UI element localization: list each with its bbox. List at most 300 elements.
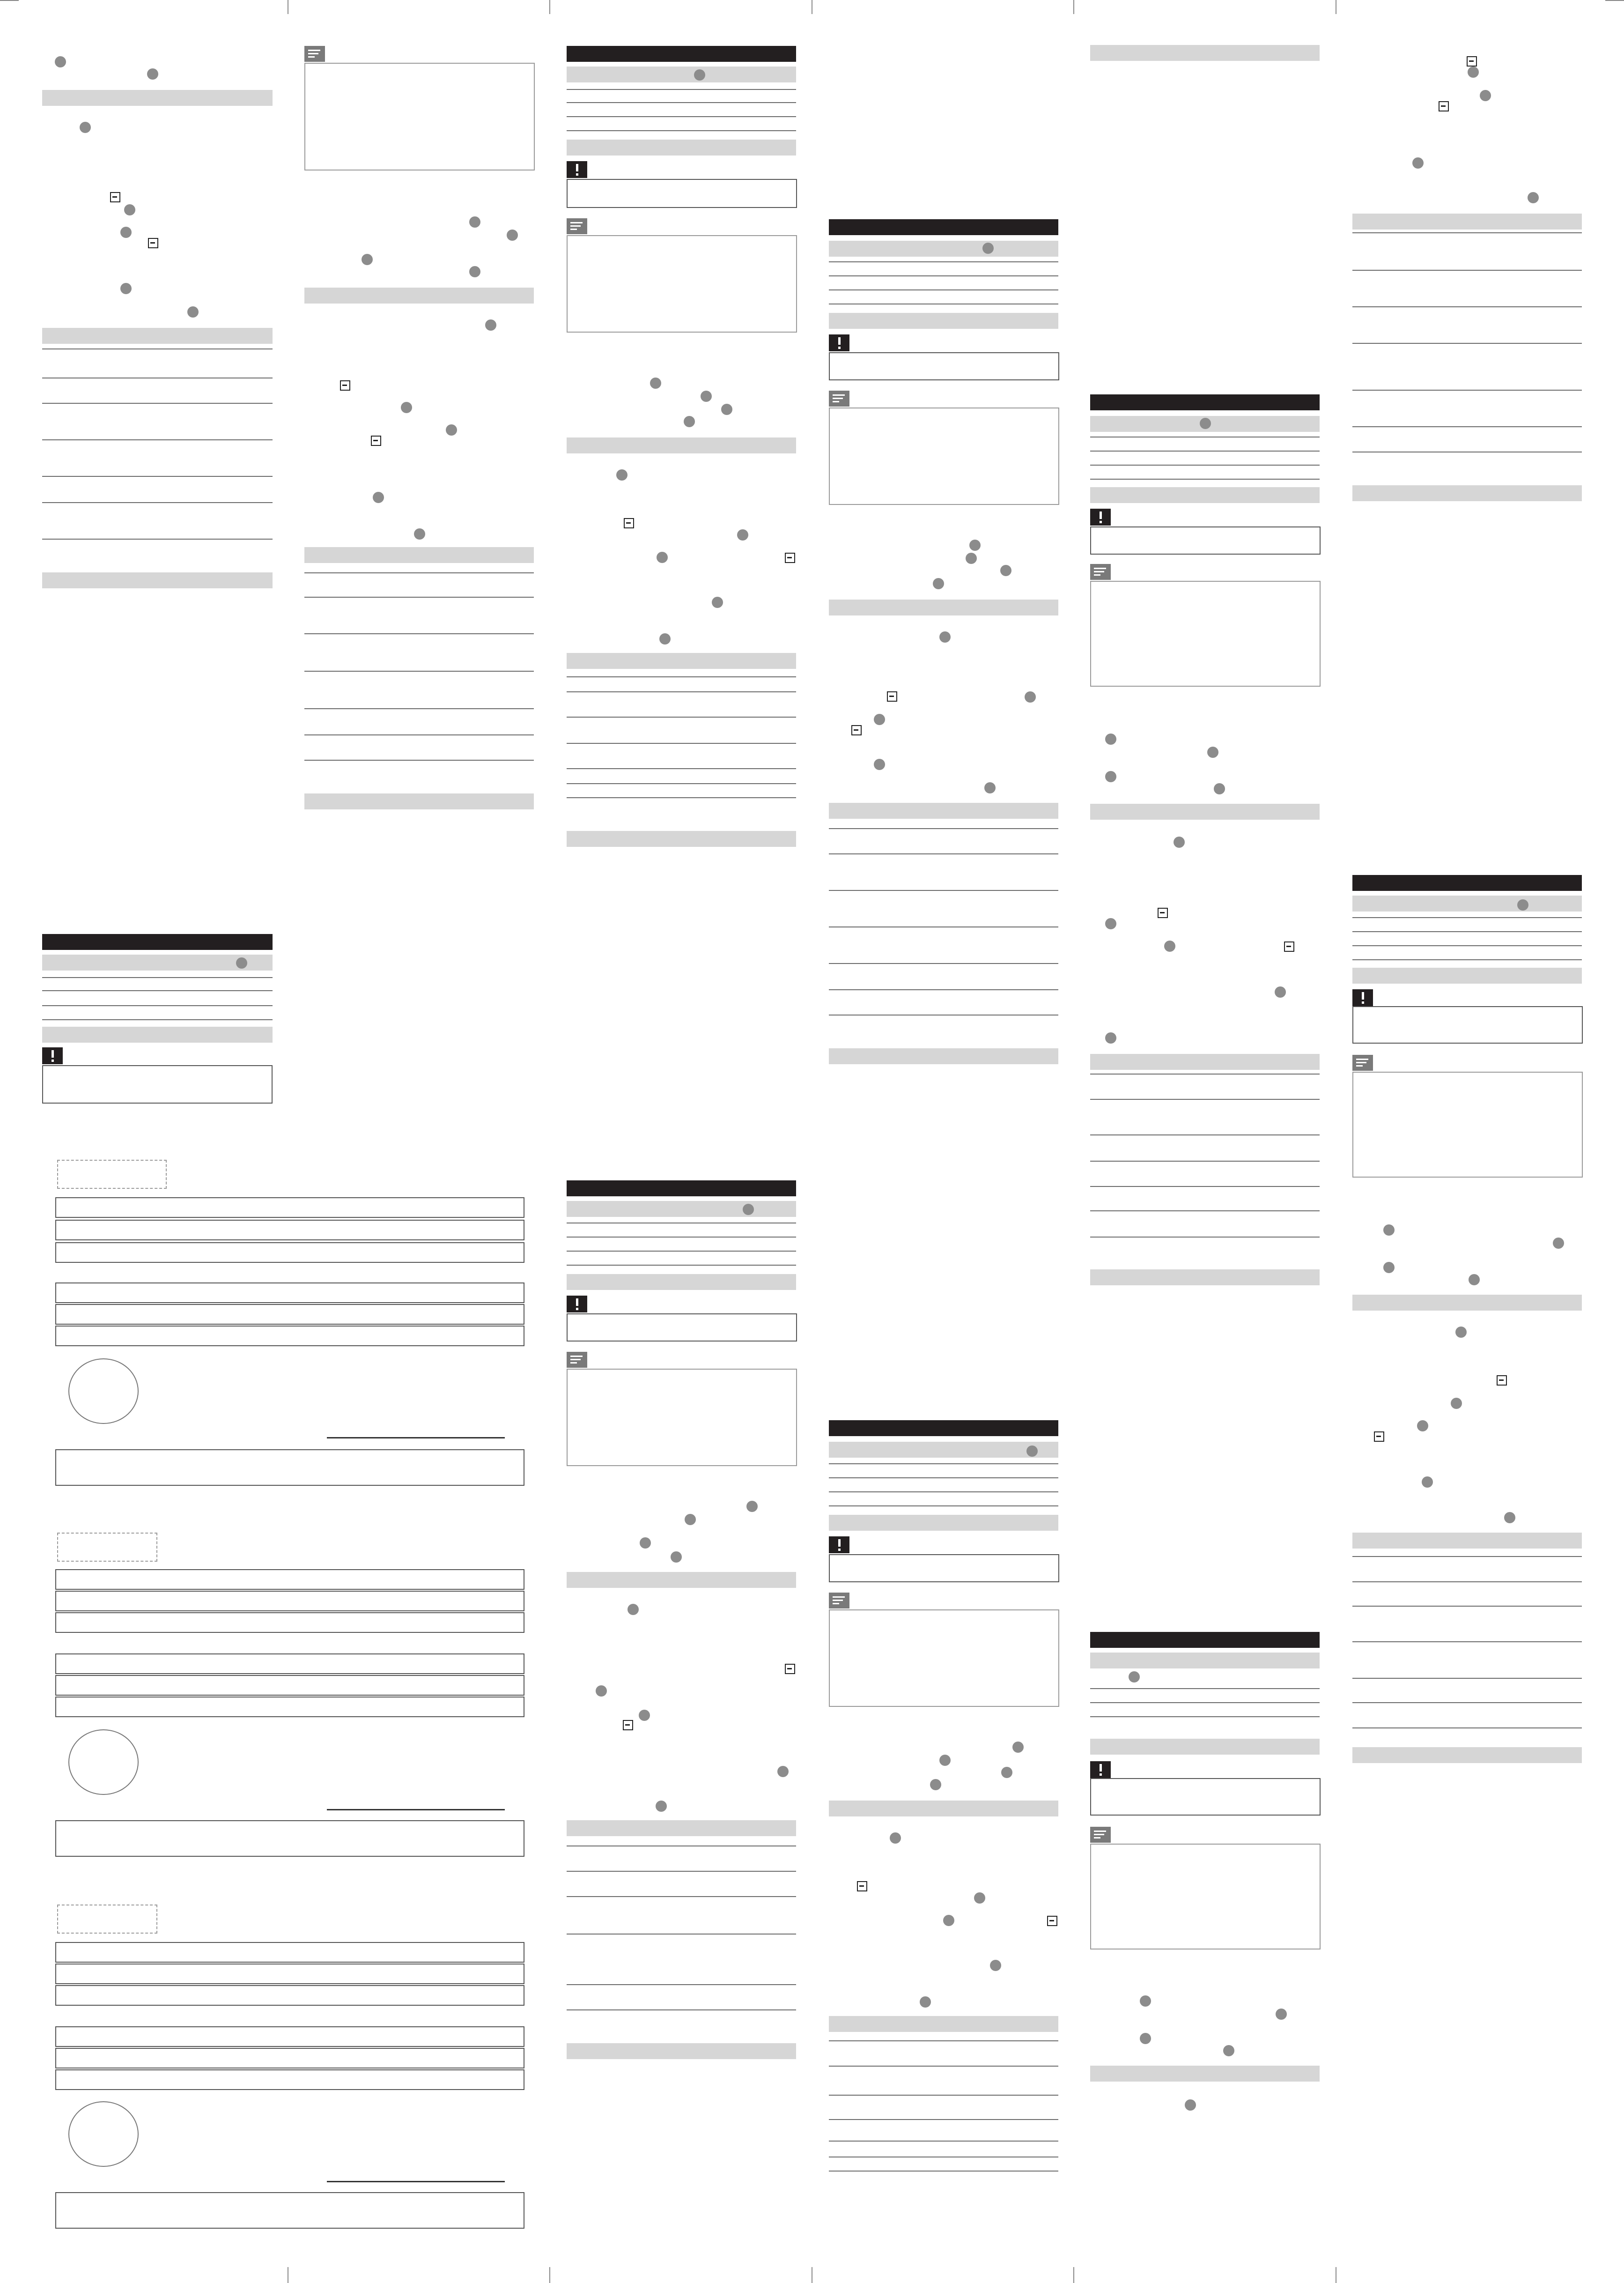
section-band xyxy=(304,793,534,809)
bullet-dot xyxy=(671,1551,682,1563)
form-row xyxy=(55,1820,524,1857)
section-band xyxy=(1352,1747,1582,1763)
header-band xyxy=(1090,394,1320,410)
table-rule xyxy=(567,691,796,692)
table-rule xyxy=(1352,1641,1582,1642)
section-band xyxy=(1090,2066,1320,2082)
seal-circle xyxy=(68,1358,139,1424)
input-source-icon xyxy=(340,380,350,391)
bullet-dot xyxy=(469,216,480,228)
bullet-dot xyxy=(639,1710,650,1721)
section-band xyxy=(829,313,1058,329)
bullet-dot xyxy=(373,492,384,503)
form-row xyxy=(55,1242,524,1263)
bullet-dot xyxy=(939,1755,951,1766)
bullet-dot xyxy=(930,1779,941,1790)
crop-mark xyxy=(549,2267,550,2283)
header-band xyxy=(829,219,1058,235)
bullet-dot xyxy=(401,402,412,413)
bullet-dot xyxy=(1105,734,1116,745)
input-source-icon xyxy=(110,192,120,202)
form-row xyxy=(55,1653,524,1674)
bullet-dot xyxy=(1105,1032,1116,1044)
table-rule xyxy=(567,1871,796,1872)
table-rule xyxy=(1352,1606,1582,1607)
bullet-dot xyxy=(1001,1767,1012,1778)
bullet-dot xyxy=(966,553,977,564)
input-source-icon xyxy=(1497,1375,1507,1386)
form-row xyxy=(55,1449,524,1486)
bullet-dot xyxy=(974,1892,985,1904)
table-rule xyxy=(829,989,1058,990)
warning-box xyxy=(1090,526,1321,555)
table-rule xyxy=(1090,1134,1320,1135)
warning-icon xyxy=(567,161,587,178)
table-rule xyxy=(829,963,1058,964)
table-rule xyxy=(567,676,796,677)
bullet-dot xyxy=(650,378,661,389)
section-band xyxy=(567,1572,796,1588)
bullet-dot xyxy=(712,597,723,608)
bullet-dot xyxy=(743,1204,754,1215)
table-header-band xyxy=(829,803,1058,819)
table-rule xyxy=(42,403,273,404)
table-rule xyxy=(1352,959,1582,960)
table-rule xyxy=(42,1005,273,1006)
form-row xyxy=(55,1942,524,1963)
table-rule xyxy=(1090,1702,1320,1703)
form-row xyxy=(55,1569,524,1590)
bullet-dot xyxy=(1469,1274,1480,1285)
warning-box xyxy=(42,1065,273,1104)
table-rule xyxy=(42,439,273,440)
header-band xyxy=(567,1180,796,1196)
table-rule xyxy=(1090,1210,1320,1211)
header-band xyxy=(1090,1632,1320,1648)
table-rule xyxy=(567,1984,796,1985)
table-rule xyxy=(829,1505,1058,1506)
warning-icon xyxy=(1352,989,1373,1006)
form-row xyxy=(55,1985,524,2006)
bullet-dot xyxy=(721,404,732,415)
bullet-dot xyxy=(55,56,66,67)
note-box xyxy=(567,1369,797,1466)
note-icon xyxy=(829,1593,849,1608)
bullet-dot xyxy=(990,1960,1001,1971)
table-rule xyxy=(1352,426,1582,427)
section-band xyxy=(829,1515,1058,1531)
section-band xyxy=(42,572,273,588)
header-band xyxy=(42,934,273,950)
bullet-dot xyxy=(984,782,996,793)
note-icon xyxy=(567,218,587,234)
bullet-dot xyxy=(1214,783,1225,794)
section-band xyxy=(1090,45,1320,61)
table-rule xyxy=(304,734,534,735)
bullet-dot xyxy=(1129,1671,1140,1683)
input-source-icon xyxy=(851,725,862,735)
table-rule xyxy=(829,828,1058,829)
bullet-dot xyxy=(1164,941,1175,952)
table-rule xyxy=(1352,270,1582,271)
section-band xyxy=(567,1274,796,1290)
table-rule xyxy=(1090,1074,1320,1075)
note-icon xyxy=(567,1352,587,1368)
bullet-dot xyxy=(1417,1420,1428,1431)
bullet-dot xyxy=(737,529,748,541)
section-band xyxy=(829,1048,1058,1064)
input-source-icon xyxy=(1467,56,1477,67)
section-band xyxy=(1090,1653,1320,1668)
table-header-band xyxy=(567,1820,796,1836)
table-rule xyxy=(1090,451,1320,452)
bullet-dot xyxy=(1553,1238,1564,1249)
table-rule xyxy=(1352,945,1582,946)
table-rule xyxy=(829,1463,1058,1464)
bullet-dot xyxy=(414,528,425,540)
table-rule xyxy=(1090,1237,1320,1238)
table-header-band xyxy=(42,328,273,344)
table-rule xyxy=(42,1019,273,1020)
warning-icon xyxy=(829,334,849,351)
bullet-dot xyxy=(1026,1445,1038,1457)
bullet-dot xyxy=(124,204,135,215)
table-header-band xyxy=(1090,1054,1320,1070)
section-band xyxy=(567,2043,796,2059)
input-source-icon xyxy=(887,691,897,702)
bullet-dot xyxy=(874,759,885,770)
table-rule xyxy=(829,275,1058,276)
table-rule xyxy=(304,633,534,634)
form-row xyxy=(55,1326,524,1346)
input-source-icon xyxy=(371,436,381,446)
bullet-dot xyxy=(80,122,91,133)
section-band xyxy=(1352,1295,1582,1311)
warning-box xyxy=(567,1313,797,1342)
bullet-dot xyxy=(1140,1995,1151,2007)
table-rule xyxy=(304,708,534,709)
table-rule xyxy=(304,671,534,672)
note-box xyxy=(304,63,535,170)
table-rule xyxy=(829,2171,1058,2172)
table-rule xyxy=(1352,1702,1582,1703)
form-row xyxy=(55,2048,524,2068)
table-rule xyxy=(567,768,796,769)
note-icon xyxy=(1090,1827,1111,1843)
table-rule xyxy=(1090,1099,1320,1100)
table-rule xyxy=(1352,1581,1582,1582)
input-source-icon xyxy=(623,1720,633,1730)
bullet-dot xyxy=(446,424,457,436)
table-rule xyxy=(567,1251,796,1252)
table-rule xyxy=(567,783,796,784)
bullet-dot xyxy=(969,540,981,551)
input-source-icon xyxy=(857,1881,867,1891)
table-rule xyxy=(304,597,534,598)
input-source-icon xyxy=(624,518,634,528)
bullet-dot xyxy=(1223,2045,1234,2056)
header-band xyxy=(567,46,796,62)
section-band xyxy=(1352,896,1582,912)
warning-icon xyxy=(1090,1761,1111,1778)
bullet-dot xyxy=(1480,90,1491,101)
bullet-dot xyxy=(685,1514,696,1525)
input-source-icon xyxy=(148,238,158,248)
bullet-dot xyxy=(469,266,480,277)
bullet-dot xyxy=(1174,837,1185,848)
bullet-dot xyxy=(890,1832,901,1844)
bullet-dot xyxy=(1383,1262,1395,1273)
table-rule xyxy=(304,572,534,573)
note-box xyxy=(567,235,797,333)
bullet-dot xyxy=(187,306,199,318)
bullet-dot xyxy=(943,1915,954,1926)
section-band xyxy=(1352,968,1582,984)
bullet-dot xyxy=(1105,771,1116,782)
table-rule xyxy=(42,977,273,978)
bullet-dot xyxy=(659,633,671,645)
bullet-dot xyxy=(1422,1476,1433,1488)
bullet-dot xyxy=(1383,1224,1395,1236)
bullet-dot xyxy=(694,69,705,81)
bullet-dot xyxy=(1185,2099,1196,2111)
form-row xyxy=(55,1675,524,1696)
bullet-dot xyxy=(1012,1742,1024,1753)
bullet-dot xyxy=(1000,565,1011,576)
bullet-dot xyxy=(1200,418,1211,429)
input-source-icon xyxy=(785,1664,795,1674)
warning-icon xyxy=(829,1536,849,1553)
table-rule xyxy=(1352,306,1582,307)
form-row xyxy=(55,1304,524,1325)
seal-circle xyxy=(68,1729,139,1795)
table-header-band xyxy=(829,2016,1058,2032)
table-rule xyxy=(1090,1688,1320,1689)
section-band xyxy=(567,67,796,82)
table-rule xyxy=(1352,1727,1582,1728)
signature-line xyxy=(327,1437,505,1438)
table-rule xyxy=(567,2009,796,2010)
table-rule xyxy=(829,289,1058,290)
header-band xyxy=(829,1420,1058,1436)
bullet-dot xyxy=(933,578,944,589)
signature-line xyxy=(327,2181,505,2182)
table-rule xyxy=(1090,1161,1320,1162)
form-row xyxy=(55,1697,524,1717)
input-source-icon xyxy=(1158,908,1168,918)
note-icon xyxy=(1090,564,1111,580)
bullet-dot xyxy=(874,714,885,725)
bullet-dot xyxy=(627,1604,639,1615)
section-band xyxy=(42,1027,273,1043)
bullet-dot xyxy=(1276,2009,1287,2020)
bullet-dot xyxy=(982,243,994,254)
table-rule xyxy=(1352,232,1582,233)
table-rule xyxy=(42,539,273,540)
bullet-dot xyxy=(507,230,518,241)
form-row xyxy=(55,1591,524,1611)
input-source-icon xyxy=(1284,941,1294,952)
crop-mark xyxy=(1605,0,1624,1)
bullet-dot xyxy=(657,552,668,563)
bullet-dot xyxy=(1468,67,1479,78)
form-row xyxy=(55,1197,524,1218)
crop-mark xyxy=(1073,2267,1074,2283)
section-band xyxy=(567,140,796,156)
crop-mark xyxy=(1073,0,1074,14)
bullet-dot xyxy=(616,469,627,481)
table-rule xyxy=(567,1896,796,1897)
section-band xyxy=(42,90,273,106)
table-rule xyxy=(1352,931,1582,932)
table-rule xyxy=(567,743,796,744)
section-band xyxy=(304,288,534,304)
bullet-dot xyxy=(485,319,496,331)
table-rule xyxy=(567,1934,796,1935)
table-rule xyxy=(1352,1678,1582,1679)
note-box xyxy=(829,408,1059,505)
bullet-dot xyxy=(1105,918,1116,929)
table-header-band xyxy=(1352,1533,1582,1549)
section-band xyxy=(1090,487,1320,503)
bullet-dot xyxy=(1275,986,1286,998)
table-rule xyxy=(567,116,796,117)
bullet-dot xyxy=(1207,747,1218,758)
table-rule xyxy=(1090,1716,1320,1717)
form-row xyxy=(55,2192,524,2229)
table-rule xyxy=(567,130,796,131)
bullet-dot xyxy=(236,957,247,969)
table-rule xyxy=(829,853,1058,854)
bullet-dot xyxy=(684,416,695,427)
table-rule xyxy=(829,1491,1058,1492)
table-rule xyxy=(42,990,273,991)
input-source-icon xyxy=(785,553,795,563)
warning-icon xyxy=(567,1296,587,1312)
section-band xyxy=(829,241,1058,257)
note-icon xyxy=(1352,1055,1373,1071)
warning-box xyxy=(567,179,797,208)
table-rule xyxy=(1352,343,1582,344)
bullet-dot xyxy=(1528,192,1539,203)
form-row xyxy=(55,1612,524,1633)
section-band xyxy=(567,437,796,453)
warning-box xyxy=(1090,1778,1321,1816)
table-rule xyxy=(42,502,273,503)
note-box xyxy=(1090,581,1321,687)
table-header-band xyxy=(304,547,534,563)
bullet-dot xyxy=(701,391,712,402)
bullet-dot xyxy=(640,1537,651,1549)
table-rule xyxy=(567,89,796,90)
bullet-dot xyxy=(746,1501,758,1512)
bullet-dot xyxy=(1140,2033,1151,2044)
table-rule xyxy=(567,1265,796,1266)
table-rule xyxy=(42,476,273,477)
table-rule xyxy=(567,717,796,718)
bullet-dot xyxy=(1517,899,1528,911)
bullet-dot xyxy=(1455,1327,1467,1338)
note-box xyxy=(829,1609,1059,1707)
table-rule xyxy=(829,2095,1058,2096)
note-box xyxy=(1352,1072,1583,1178)
warning-icon xyxy=(42,1047,63,1064)
bullet-dot xyxy=(656,1801,667,1812)
section-band xyxy=(1090,804,1320,820)
signature-line xyxy=(327,1809,505,1810)
crop-mark xyxy=(549,0,550,14)
bullet-dot xyxy=(777,1766,789,1777)
table-rule xyxy=(1090,1186,1320,1187)
table-rule xyxy=(829,2040,1058,2041)
section-band xyxy=(829,1442,1058,1458)
warning-icon xyxy=(1090,509,1111,526)
form-stamp-box xyxy=(57,1905,157,1934)
section-band xyxy=(829,600,1058,615)
form-row xyxy=(55,2026,524,2047)
bullet-dot xyxy=(1412,157,1424,169)
section-band xyxy=(1352,485,1582,501)
note-icon xyxy=(829,391,849,407)
table-rule xyxy=(1352,390,1582,391)
table-rule xyxy=(567,1237,796,1238)
table-rule xyxy=(1352,917,1582,918)
warning-box xyxy=(1352,1006,1583,1044)
header-band xyxy=(1352,875,1582,891)
section-band xyxy=(1090,1269,1320,1285)
table-rule xyxy=(829,2119,1058,2120)
input-source-icon xyxy=(1047,1916,1057,1926)
bullet-dot xyxy=(1025,691,1036,703)
table-rule xyxy=(829,1477,1058,1478)
form-stamp-box xyxy=(57,1160,167,1189)
note-icon xyxy=(304,46,325,62)
bullet-dot xyxy=(147,68,158,80)
form-row xyxy=(55,1220,524,1240)
table-rule xyxy=(567,102,796,103)
warning-box xyxy=(829,1554,1059,1582)
warning-box xyxy=(829,352,1059,380)
bullet-dot xyxy=(920,1996,931,2008)
bullet-dot xyxy=(596,1685,607,1697)
form-row xyxy=(55,1282,524,1303)
table-header-band xyxy=(1352,214,1582,230)
table-rule xyxy=(829,261,1058,262)
section-band xyxy=(829,1801,1058,1816)
input-source-icon xyxy=(1439,101,1449,111)
form-row xyxy=(55,2069,524,2090)
table-header-band xyxy=(567,653,796,669)
bullet-dot xyxy=(120,227,132,238)
bullet-dot xyxy=(939,631,951,643)
crop-mark xyxy=(0,0,19,1)
table-rule xyxy=(829,890,1058,891)
table-rule xyxy=(567,797,796,798)
bullet-dot xyxy=(120,283,132,294)
form-stamp-box xyxy=(57,1533,157,1562)
bullet-dot xyxy=(362,254,373,265)
table-rule xyxy=(829,2066,1058,2067)
form-row xyxy=(55,1964,524,1984)
seal-circle xyxy=(68,2101,139,2167)
table-rule xyxy=(304,760,534,761)
section-band xyxy=(567,1201,796,1217)
note-box xyxy=(1090,1844,1321,1949)
table-rule xyxy=(1090,465,1320,466)
table-rule xyxy=(829,2141,1058,2142)
section-band xyxy=(1090,1739,1320,1755)
input-source-icon xyxy=(1374,1431,1384,1442)
